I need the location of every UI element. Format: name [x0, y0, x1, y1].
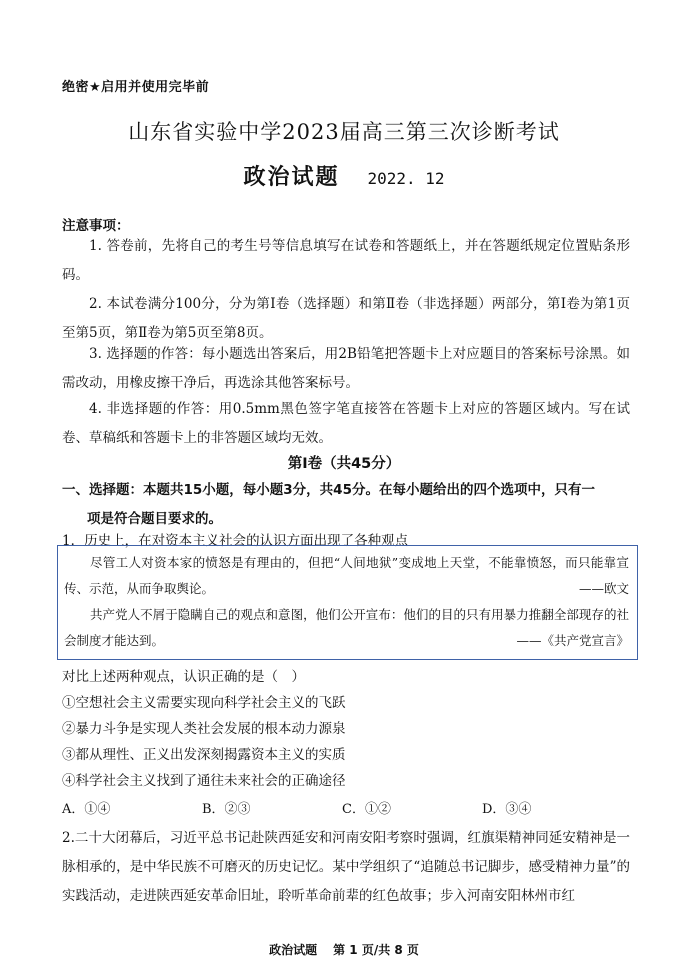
- subject-title: 政治试题: [243, 165, 340, 190]
- notes-heading: 注意事项：: [62, 218, 130, 234]
- exam-title: 山东省实验中学2023届高三第三次诊断考试: [128, 120, 560, 144]
- note-item-2: 2. 本试卷满分100分，分为第Ⅰ卷（选择题）和第Ⅱ卷（非选择题）两部分，第Ⅰ卷为第1页至第5页，第Ⅱ卷为第5页至第8页。: [62, 296, 630, 341]
- quote-manifesto: 共产党人不屑于隐瞒自己的观点和意图，他们公开宣布：他们的目的只有用暴力推翻全部现存的社会制度才能达到。: [64, 607, 629, 648]
- option-a: A．①④: [62, 802, 111, 817]
- quote-manifesto-attribution: ——《共产党宣言》: [516, 633, 629, 648]
- section-title: 第Ⅰ卷（共45分）: [287, 456, 401, 472]
- question1-prompt: 对比上述两种观点，认识正确的是（ ）: [62, 669, 305, 685]
- note-item-3: 3. 选择题的作答：每小题选出答案后，用2B铅笔把答题卡上对应题目的答案标号涂黑。如需改动，用橡皮擦干净后，再选涂其他答案标号。: [62, 346, 630, 391]
- part-heading-line2: 项是符合题目要求的。: [87, 511, 222, 527]
- note-item-4: 4. 非选择题的作答：用0.5mm黑色签字笔直接答在答题卡上对应的答题区域内。写在试卷、草稿纸和答题卡上的非答题区域均无效。: [62, 401, 630, 446]
- question2-text: 2.二十大闭幕后，习近平总书记赴陕西延安和河南安阳考察时强调，红旗渠精神同延安精神是一脉相承的，是中华民族不可磨灭的历史记忆。某中学组织了“追随总书记脚步，感受精神力量”的实践活动，走进陕西延安革命旧址，聆听革命前辈的红色故事；步入河南安阳林州市红: [62, 830, 630, 904]
- quote-box: [57, 545, 638, 660]
- statement-4: ④科学社会主义找到了通往未来社会的正确途径: [62, 773, 346, 789]
- quote-owen-attribution: ——欧文: [578, 581, 629, 596]
- note-item-1: 1. 答卷前，先将自己的考生号等信息填写在试卷和答题纸上，并在答题纸规定位置贴条形码。: [62, 238, 630, 283]
- statement-2: ②暴力斗争是实现人类社会发展的根本动力源泉: [62, 721, 346, 737]
- part-heading-line1: 一、选择题：本题共15小题，每小题3分，共45分。在每小题给出的四个选项中，只有一: [62, 482, 595, 498]
- page-footer: [0, 941, 688, 958]
- part-heading: [62, 476, 630, 534]
- exam-date: 2022. 12: [367, 169, 445, 188]
- option-c: C．①②: [342, 802, 391, 817]
- option-b: B．②③: [202, 802, 251, 817]
- statement-1: ①空想社会主义需要实现向科学社会主义的飞跃: [62, 695, 346, 711]
- answer-options: [62, 795, 630, 824]
- quote-owen: 尽管工人对资本家的愤怒是有理由的，但把“人间地狱”变成地上天堂，不能靠愤怒，而只能靠宣传、示范，从而争取舆论。: [64, 555, 629, 596]
- subject-row: [0, 160, 688, 191]
- question1-stem: 1．历史上，在对资本主义社会的认识方面出现了各种观点: [62, 533, 409, 549]
- confidential-mark: 绝密★启用并使用完毕前: [62, 80, 210, 95]
- footer-subject: 政治试题: [269, 943, 318, 957]
- statement-3: ③都从理性、正义出发深刻揭露资本主义的实质: [62, 747, 346, 763]
- option-d: D．③④: [482, 802, 532, 817]
- footer-page-number: 第 1 页/共 8 页: [333, 943, 419, 957]
